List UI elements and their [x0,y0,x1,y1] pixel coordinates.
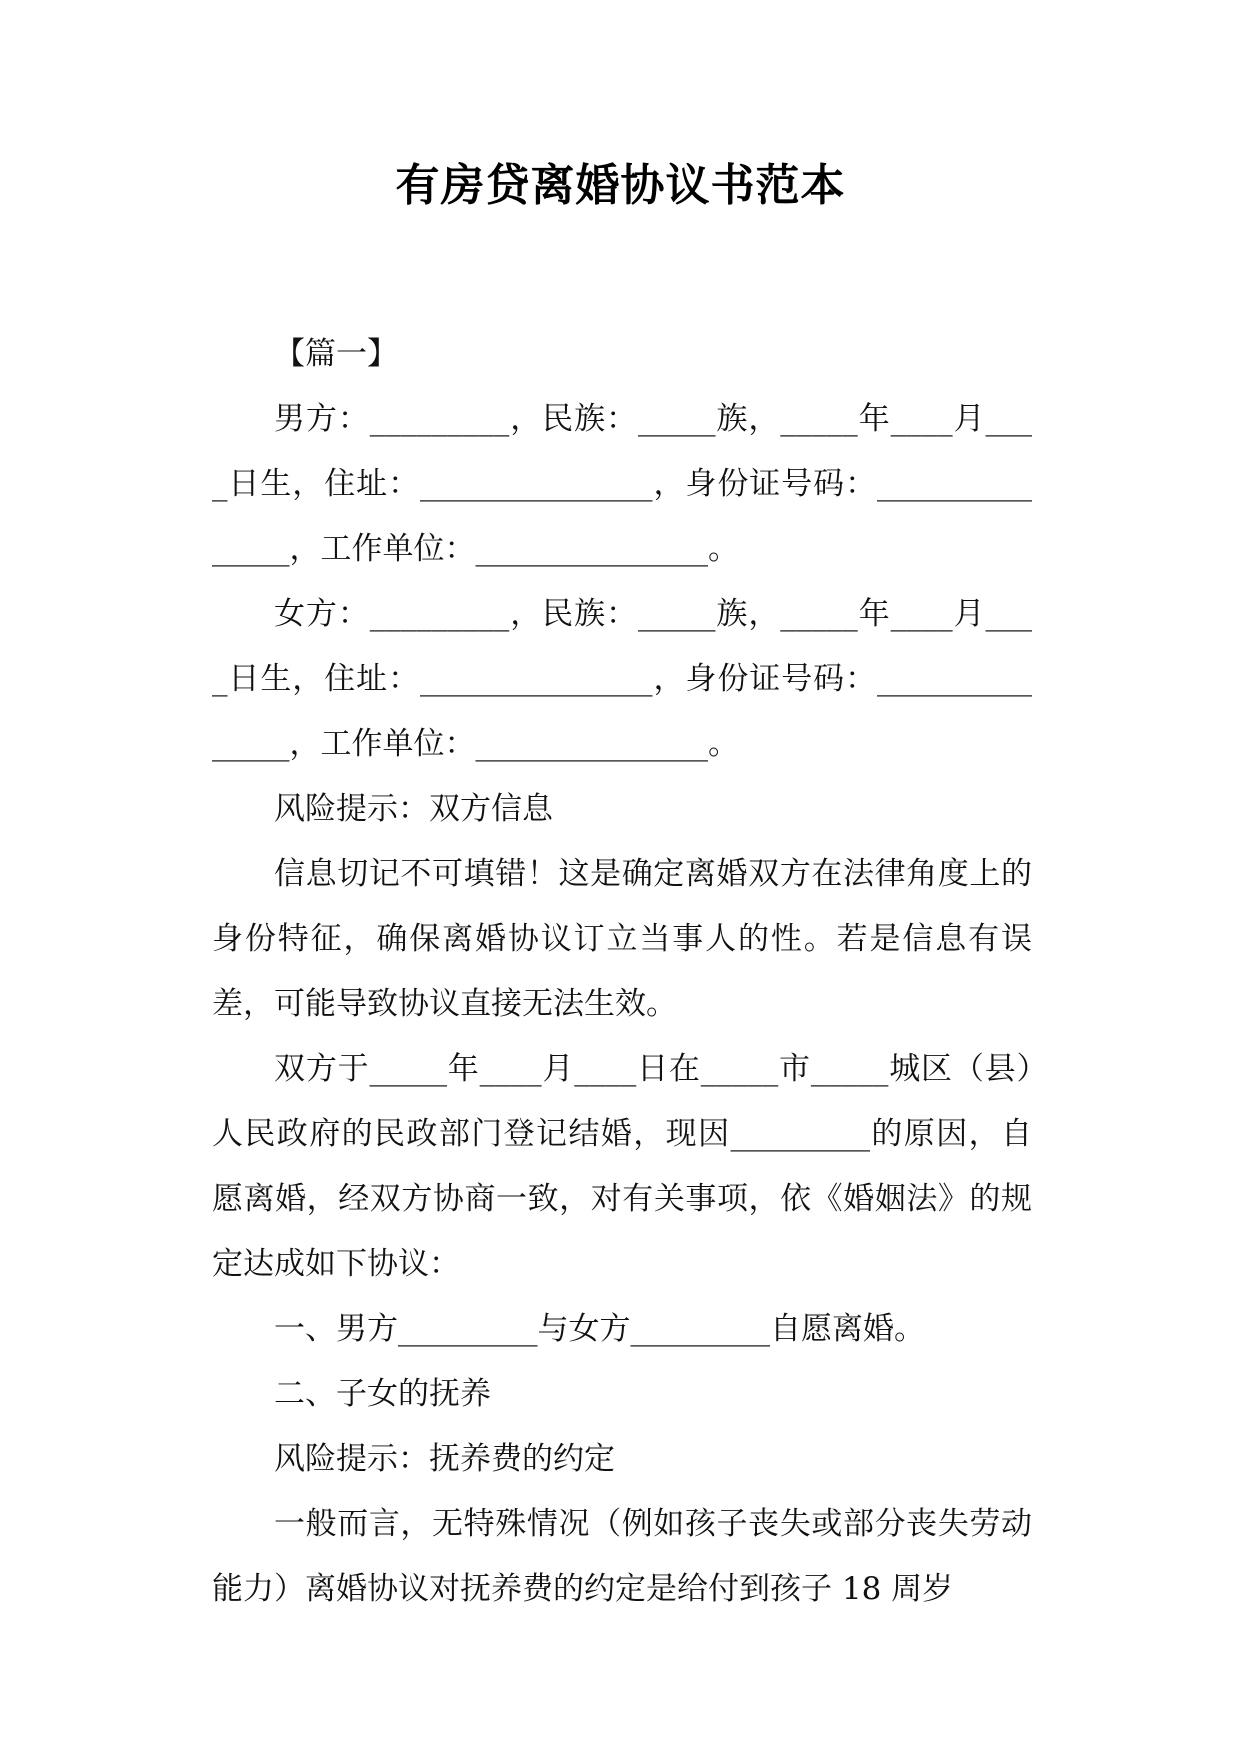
risk-tip-child-support: 风险提示：抚养费的约定 [274,1441,615,1477]
clause-one-divorce: 一、男方_________与女方_________自愿离婚。 [274,1311,925,1347]
document-title: 有房贷离婚协议书范本 [395,160,846,211]
female-party-info: 女方：_________，民族：_____族，_____年____月____日生，住址：_______________，身份证号码：_______________，工作单位：_______________。 [212,596,1032,762]
section-heading-part-one: 【篇一】 [274,336,398,372]
male-party-info: 男方：_________，民族：_____族，_____年____月____日生，住址：_______________，身份证号码：_______________，工作单位：_______________。 [212,401,1032,567]
risk-tip-party-info: 风险提示：双方信息 [274,791,553,827]
risk-tip-party-info-detail: 信息切记不可填错！这是确定离婚双方在法律角度上的身份特征，确保离婚协议订立当事人的性。若是信息有误差，可能导致协议直接无法生效。 [212,856,1032,1022]
document-body [212,322,1032,1622]
marriage-registration-clause: 双方于_____年____月____日在_____市_____城区（县）人民政府的民政部门登记结婚，现因_________的原因，自愿离婚，经双方协商一致，对有关事项，依《婚姻法》的规定达成如下协议： [212,1051,1032,1282]
risk-tip-child-support-detail: 一般而言，无特殊情况（例如孩子丧失或部分丧失劳动能力）离婚协议对抚养费的约定是给付到孩子 18 周岁 [212,1506,1032,1607]
clause-two-child-custody: 二、子女的抚养 [274,1376,491,1412]
